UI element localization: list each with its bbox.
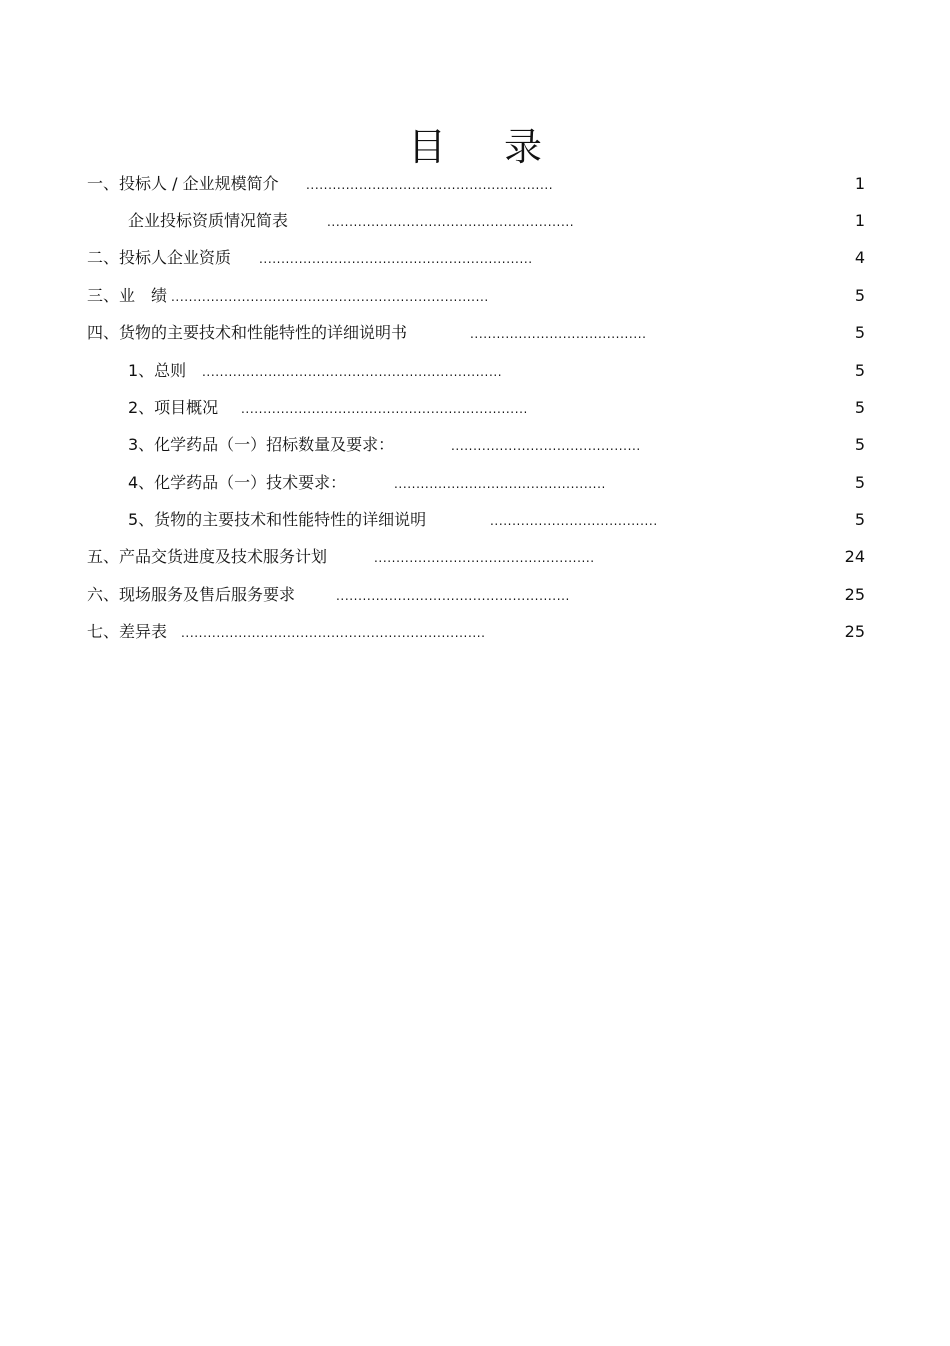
toc-entry[interactable]	[0, 582, 950, 608]
toc-page-number: 5	[854, 286, 865, 305]
title-char-2: 录	[504, 125, 543, 169]
toc-page-number: 25	[844, 585, 865, 604]
toc-entry-label: 2、项目概况	[128, 398, 219, 417]
toc-page-number: 5	[854, 398, 865, 417]
toc-page-number: 5	[854, 435, 865, 454]
toc-page-number: 5	[854, 361, 865, 380]
toc-leader-dots: ........................................................................	[171, 290, 489, 304]
toc-entry-label: 二、投标人企业资质	[87, 248, 232, 267]
toc-entry[interactable]	[0, 245, 950, 271]
toc-leader-dots: ................................................	[394, 477, 606, 491]
toc-entry[interactable]	[0, 507, 950, 533]
title-char-1: 目	[407, 125, 446, 169]
toc-leader-dots: ........................................................	[327, 215, 575, 229]
toc-page-number: 5	[854, 323, 865, 342]
toc-entry-label: 七、差异表	[87, 622, 168, 641]
toc-entry-label: 四、货物的主要技术和性能特性的详细说明书	[87, 323, 408, 342]
page-title	[0, 122, 950, 172]
toc-leader-dots: ........................................	[470, 327, 647, 341]
toc-leader-dots: ..............................................................	[259, 252, 533, 266]
toc-leader-dots: .....................................................................	[181, 626, 486, 640]
toc-page-number: 5	[854, 510, 865, 529]
toc-leader-dots: ....................................................................	[202, 365, 503, 379]
toc-entry-label: 4、化学药品（一）技术要求：	[128, 473, 347, 492]
toc-entry-label: 企业投标资质情况简表	[128, 211, 289, 230]
toc-entry[interactable]	[0, 208, 950, 234]
toc-page-number: 5	[854, 473, 865, 492]
toc-entry-label: 六、现场服务及售后服务要求	[87, 585, 296, 604]
toc-entry-label: 3、化学药品（一）招标数量及要求：	[128, 435, 395, 454]
toc-entry-label: 三、业 绩	[87, 286, 168, 305]
toc-entry-label: 五、产品交货进度及技术服务计划	[87, 547, 328, 566]
toc-entry-label: 一、投标人 / 企业规模简介	[87, 174, 279, 193]
toc-leader-dots: ........................................................	[306, 178, 554, 192]
toc-entry[interactable]	[0, 470, 950, 496]
toc-page-number: 25	[844, 622, 865, 641]
toc-entry[interactable]	[0, 358, 950, 384]
toc-leader-dots: ..................................................	[374, 551, 595, 565]
toc-entry-label: 5、货物的主要技术和性能特性的详细说明	[128, 510, 427, 529]
toc-leader-dots: ......................................	[490, 514, 658, 528]
toc-leader-dots: .................................................................	[241, 402, 528, 416]
toc-leader-dots: ...........................................	[451, 439, 641, 453]
toc-page-number: 4	[854, 248, 865, 267]
toc-entry[interactable]	[0, 395, 950, 421]
toc-entry-label: 1、总则	[128, 361, 187, 380]
toc-page-number: 1	[854, 174, 865, 193]
toc-leader-dots: .....................................................	[336, 589, 570, 603]
toc-entry[interactable]	[0, 171, 950, 197]
toc-entry[interactable]	[0, 320, 950, 346]
toc-entry[interactable]	[0, 544, 950, 570]
toc-entry[interactable]	[0, 283, 950, 309]
toc-page-number: 1	[854, 211, 865, 230]
toc-entry[interactable]	[0, 432, 950, 458]
toc-page-number: 24	[844, 547, 865, 566]
toc-entry[interactable]	[0, 619, 950, 645]
